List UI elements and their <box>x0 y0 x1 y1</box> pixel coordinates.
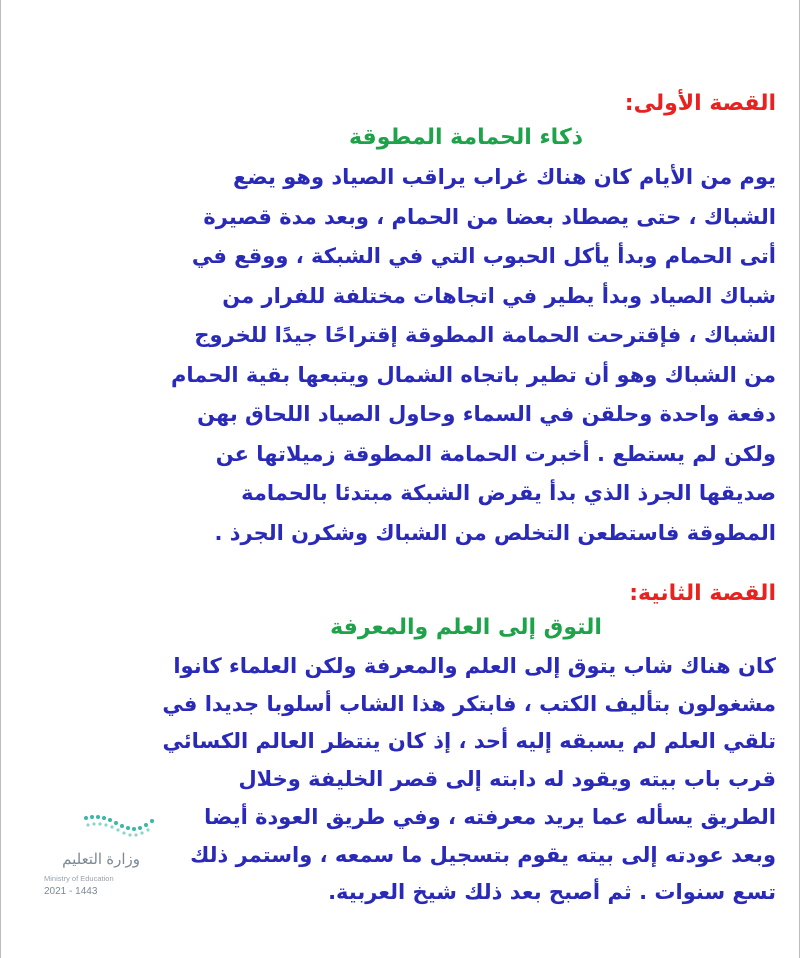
story-line: تلقي العلم لم يسبقه إليه أحد ، إذ كان ينتظر العالم الكسائي <box>162 729 776 754</box>
story-line: المطوقة فاستطعن التخلص من الشباك وشكرن الجرذ . <box>214 520 776 545</box>
story-line: يوم من الأيام كان هناك غراب يراقب الصياد وهو يضع <box>233 165 776 189</box>
story-line: صديقها الجرذ الذي بدأ يقرض الشبكة مبتدئا بالحمامة <box>241 481 776 505</box>
story-line: الشباك ، فإقترحت الحمامة المطوقة إقتراحًا جيدًا للخروج <box>194 323 776 347</box>
story-line: كان هناك شاب يتوق إلى العلم والمعرفة ولكن العلماء كانوا <box>173 654 776 678</box>
story-line: تسع سنوات . ثم أصبح بعد ذلك شيخ العربية. <box>328 880 776 905</box>
story-line: مشغولون بتأليف الكتب ، فابتكر هذا الشاب أسلوبا جديدا في <box>162 691 776 716</box>
story-line: ولكن لم يستطع . أخبرت الحمامة المطوقة زميلاتها عن <box>215 441 776 466</box>
ministry-year: 2021 - 1443 <box>44 886 98 897</box>
story-line: الشباك ، حتى يصطاد بعضا من الحمام ، وبعد مدة قصيرة <box>203 204 776 229</box>
story-one-label: القصة الأولى: <box>624 91 776 116</box>
story-line: قرب باب بيته ويقود له دابته إلى قصر الخليفة وخلال <box>238 767 776 792</box>
story-line: أتى الحمام وبدأ يأكل الحبوب التي في الشبكة ، ووقع في <box>191 244 776 268</box>
story-one <box>156 88 776 553</box>
ministry-dots-icon <box>82 812 158 840</box>
story-two-label: القصة الثانية: <box>629 581 776 606</box>
story-two <box>156 578 776 912</box>
story-line: شباك الصياد وبدأ يطير في اتجاهات مختلفة للفرار من <box>222 283 776 308</box>
story-one-title: ذكاء الحمامة المطوقة <box>348 125 584 150</box>
story-two-body <box>156 648 776 912</box>
ministry-logo <box>40 812 160 902</box>
story-line: وبعد عودته إلى بيته يقوم بتسجيل ما سمعه ، واستمر ذلك <box>190 842 776 867</box>
story-line: دفعة واحدة وحلقن في السماء وحاول الصياد اللحاق بهن <box>197 402 776 426</box>
ministry-name-arabic: وزارة التعليم <box>62 851 140 868</box>
page-edge-left <box>0 0 1 958</box>
story-line: الطريق يسأله عما يريد معرفته ، وفي طريق العودة أيضا <box>204 804 776 829</box>
story-line: من الشباك وهو أن تطير باتجاه الشمال ويتبعها بقية الحمام <box>170 362 776 387</box>
story-one-body <box>156 158 776 553</box>
ministry-name-english: Ministry of Education <box>44 874 114 883</box>
story-two-title: التوق إلى العلم والمعرفة <box>330 615 602 640</box>
